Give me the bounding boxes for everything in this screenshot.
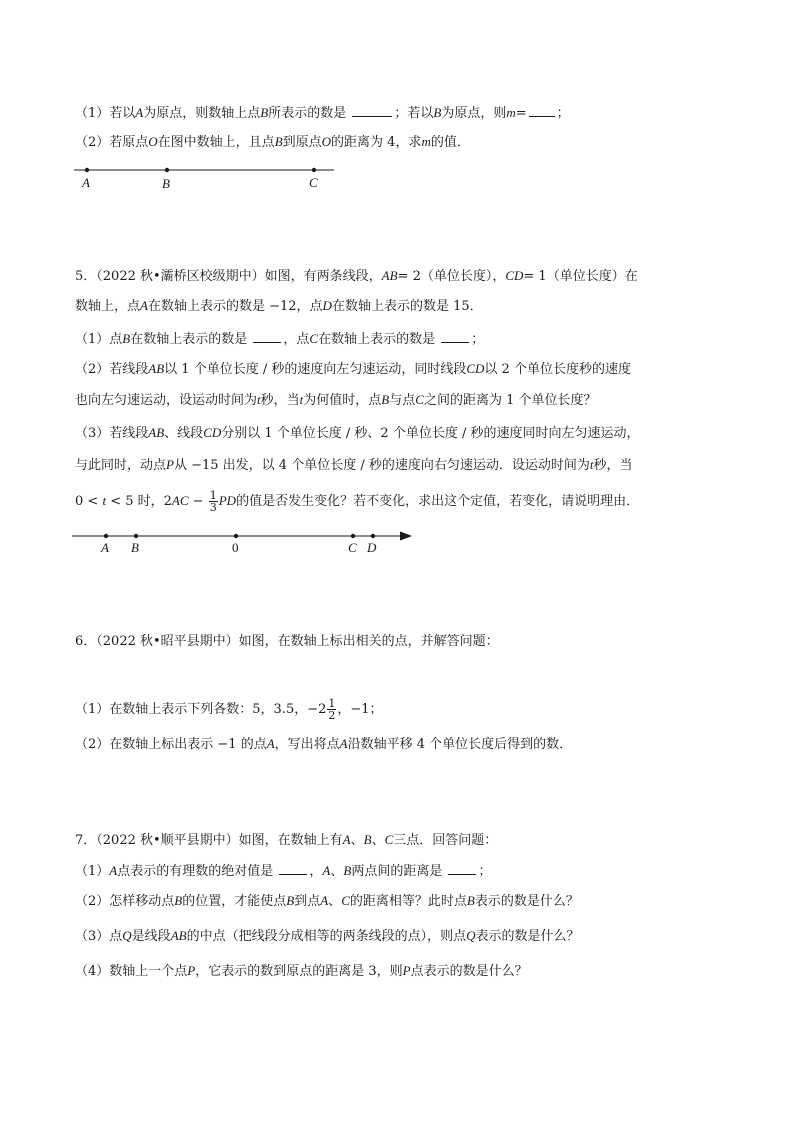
point-a-dot (104, 534, 108, 538)
q6-part2: （2）在数轴上标出表示 −1 的点A，写出将点A沿数轴平移 4 个单位长度后得到的数． (75, 736, 573, 752)
point-b-dot (134, 534, 138, 538)
axis-label-c: C (309, 175, 318, 190)
q5-part3-line2: 与此同时，动点P从 −15 出发，以 4 个单位长度 / 秒的速度向右匀速运动．设运动时间为t秒，当 (75, 457, 633, 473)
q7-part3: （3）点Q是线段AB的中点（把线段分成相等的两条线段的点），则点Q表示的数是什么？ (75, 928, 580, 944)
axis-arrow-icon (400, 532, 412, 541)
q5-part3-line3: 0 < t < 5 时，2AC − $\frac{1}{3}$ PD的值是否发生变化？若不变化，求出这个定值，若变化，请说明理由． (75, 489, 640, 514)
axis-label-b: B (131, 540, 139, 555)
q5-stem-line1: 5．（2022 秋•灞桥区校级期中）如图，有两条线段，AB= 2（单位长度），CD= 1（单位长度）在 (75, 268, 638, 284)
axis-label-a: A (82, 175, 90, 190)
q7-stem: 7．（2022 秋•顺平县期中）如图，在数轴上有A、B、C三点．回答问题： (75, 832, 498, 848)
q7-part1: （1）A点表示的有理数的绝对值是 ，A、B两点间的距离是 ； (75, 863, 492, 879)
fraction-one-third: $\frac{1}{3}$ (209, 489, 217, 514)
answer-blank[interactable] (448, 861, 476, 875)
q5-stem-line2: 数轴上，点A在数轴上表示的数是 −12，点D在数轴上表示的数是 15． (75, 298, 483, 314)
q5-part1: （1）点B在数轴上表示的数是 ，点C在数轴上表示的数是 ； (75, 331, 485, 347)
q5-part2-line2: 也向左匀速运动，设运动时间为t秒，当t为何值时，点B与点C之间的距离为 1 个单位长度？ (75, 392, 597, 408)
q6-stem: 6．（2022 秋•昭平县期中）如图，在数轴上标出相关的点，并解答问题： (75, 634, 499, 649)
fraction-one-half: $\frac{1}{2}$ (328, 697, 336, 722)
q7-part2: （2）怎样移动点B的位置，才能使点B到点A、C的距离相等？此时点B表示的数是什么？ (75, 893, 579, 909)
axis-label-b: B (162, 176, 170, 191)
q6-part1: （1）在数轴上表示下列各数：5，3.5，−2 $\frac{1}{2}$ ，−1； (75, 697, 383, 722)
point-c-dot (351, 534, 355, 538)
point-d-dot (371, 534, 375, 538)
axis-label-d: D (367, 540, 377, 555)
answer-blank[interactable] (279, 861, 307, 875)
axis-label-a: A (101, 540, 109, 555)
q7-part4: （4）数轴上一个点P，它表示的数到原点的距离是 3，则P点表示的数是什么？ (75, 963, 528, 979)
q4-part1: （1）若以A为原点，则数轴上点B所表示的数是 ；若以B为原点，则m= ； (75, 105, 570, 121)
axis-label-origin: 0 (232, 540, 239, 555)
origin-dot (234, 534, 238, 538)
q5-part3-line1: （3）若线段AB、线段CD分别以 1 个单位长度 / 秒、2 个单位长度 / 秒的速度同时向左匀速运动， (75, 425, 640, 441)
q4-part2: （2）若原点O在图中数轴上，且点B到原点O的距离为 4，求m的值． (75, 134, 470, 150)
q5-part2-line1: （2）若线段AB以 1 个单位长度 / 秒的速度向左匀速运动，同时线段CD以 2 个单位长度秒的速度 (75, 361, 631, 377)
axis-label-c: C (348, 540, 357, 555)
